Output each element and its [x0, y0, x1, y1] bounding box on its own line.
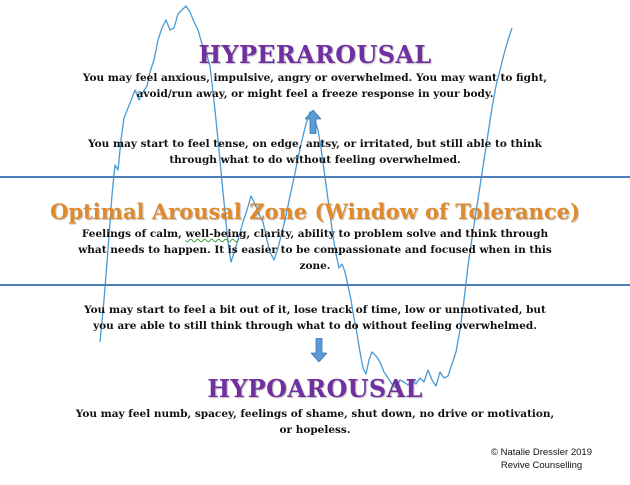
copyright-line: © Natalie Dressler 2019 [491, 447, 592, 458]
upper-window-boundary [0, 176, 630, 178]
optimal-desc-prefix: Feelings of calm, [81, 228, 186, 240]
copyright-credit [491, 446, 592, 472]
organization-line: Revive Counselling [500, 460, 583, 471]
tense-description: You may start to feel tense, on edge, antsy, or irritated, but still able to think through what to do without feeling overwhelmed. [88, 138, 542, 166]
hypoarousal-description: You may feel numb, spacey, feelings of shame, shut down, no drive or motivation, or hopeless. [75, 408, 555, 436]
optimal-desc-underlined: well-being [185, 228, 247, 240]
optimal-zone-title [0, 199, 630, 224]
optimal-zone-title-paren: (Window of Tolerance) [314, 199, 580, 224]
down-arrow-icon [311, 338, 327, 362]
hyperarousal-description: You may feel anxious, impulsive, angry or overwhelmed. You may want to fight, avoid/run away, or might feel a freeze response in your body. [82, 72, 548, 100]
up-arrow-icon [305, 110, 321, 134]
optimal-zone-title-main: Optimal Arousal Zone [50, 199, 308, 224]
hypoarousal-title: HYPOAROUSAL [207, 374, 423, 403]
lower-window-boundary [0, 284, 630, 286]
optimal-desc-suffix: , clarity, ability to problem solve and think through what needs to happen. It is easier to be compassionate and focused when in this zone. [78, 228, 552, 272]
hyperarousal-title: HYPERAROUSAL [198, 40, 432, 69]
optimal-zone-description [75, 226, 555, 274]
low-description: You may start to feel a bit out of it, lose track of time, low or unmotivated, but you are able to still think through what to do without feeling overwhelmed. [84, 304, 546, 332]
